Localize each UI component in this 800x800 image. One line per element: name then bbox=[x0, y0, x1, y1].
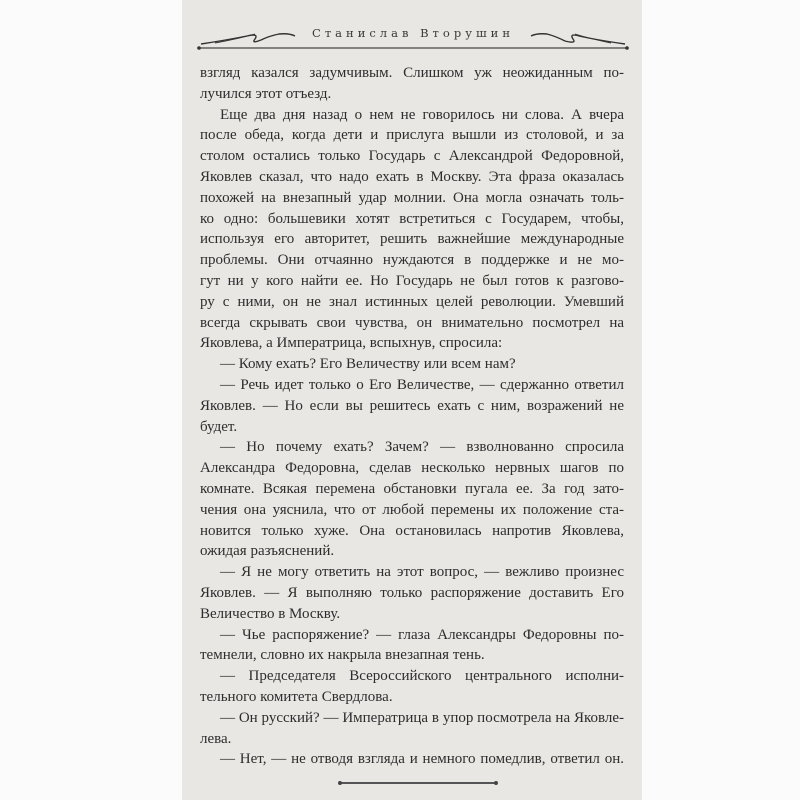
book-page bbox=[182, 0, 642, 800]
running-title: Станислав Вторушин bbox=[312, 26, 514, 40]
text-line: темнели, словно их накрыла внезапная тень. bbox=[200, 647, 485, 664]
text-line: — Чье распоряжение? — глаза Александры Федоровны по- bbox=[220, 626, 624, 643]
paragraph bbox=[200, 105, 624, 355]
paragraph bbox=[200, 375, 624, 437]
paragraph bbox=[200, 625, 624, 667]
text-line: — Речь идет только о Его Величестве, — сдержанно ответил bbox=[220, 376, 624, 393]
text-line: — Кому ехать? Его Величеству или всем нам? bbox=[220, 356, 516, 373]
paragraph bbox=[200, 63, 624, 105]
paragraph bbox=[200, 354, 624, 375]
footer-rule bbox=[340, 782, 496, 784]
paragraph bbox=[200, 749, 624, 770]
text-line: — Я не могу ответить на этот вопрос, — вежливо произнес bbox=[220, 564, 624, 581]
text-line: Яковлев. — Но если вы решитесь ехать с ним, возражений не bbox=[200, 397, 624, 414]
text-line: лева. bbox=[200, 730, 232, 747]
text-line: после обеда, когда дети и прислуга вышли из столовой, и за bbox=[200, 127, 624, 144]
text-line: лучился этот отъезд. bbox=[200, 85, 332, 102]
text-line: ко одно: большевики хотят встретиться с Государем, чтобы, bbox=[200, 210, 624, 227]
text-line: всегда скрывать свои чувства, он внимательно посмотрел на bbox=[200, 314, 624, 331]
body-text bbox=[200, 63, 624, 770]
text-line: комнате. Всякая перемена обстановки пугала ее. За год зато- bbox=[200, 480, 624, 497]
text-line: — Нет, — не отводя взгляда и немного помедлив, ответил он. bbox=[220, 751, 624, 768]
text-line: похожей на внезапный удар молнии. Она могла означать толь- bbox=[200, 189, 624, 206]
text-line: Еще два дня назад о нем не говорилось ни слова. А вчера bbox=[220, 106, 624, 123]
text-line: столом остались только Государь с Александрой Федоровной, bbox=[200, 148, 624, 165]
text-line: взгляд казался задумчивым. Слишком уж неожиданным по- bbox=[200, 65, 624, 81]
text-line: используя его авторитет, решить важнейшие международные bbox=[200, 231, 624, 248]
text-line: ру с ними, он не знал истинных целей революции. Умевший bbox=[200, 293, 624, 310]
text-line: — Он русский? — Императрица в упор посмотрела на Яковле- bbox=[220, 709, 624, 726]
text-line: — Председателя Всероссийского центрального исполни- bbox=[220, 668, 624, 685]
running-header bbox=[197, 22, 629, 52]
text-line: новится только хуже. Она остановилась напротив Яковлева, bbox=[200, 522, 624, 539]
text-line: — Но почему ехать? Зачем? — взволнованно спросила bbox=[220, 439, 624, 456]
text-line: проблемы. Они отчаянно нуждаются в поддержке и не мо- bbox=[200, 252, 624, 269]
text-line: чения она уяснила, что от любой перемены их положение ста- bbox=[200, 501, 624, 518]
text-line: ожидая разъяснений. bbox=[200, 543, 335, 560]
paragraph bbox=[200, 437, 624, 562]
paragraph bbox=[200, 666, 624, 708]
text-line: гут ни у кого найти ее. Но Государь не был готов к разгово- bbox=[200, 272, 624, 289]
text-line: Яковлев. — Я выполняю только распоряжение доставить Его bbox=[200, 584, 624, 601]
text-line: Яковлева, а Императрица, вспыхнув, спросила: bbox=[200, 335, 503, 352]
paragraph bbox=[200, 562, 624, 624]
text-line: Александра Федоровна, сделав несколько нервных шагов по bbox=[200, 460, 624, 477]
text-line: Величество в Москву. bbox=[200, 605, 341, 622]
paragraph bbox=[200, 708, 624, 750]
text-line: тельного комитета Свердлова. bbox=[200, 688, 393, 705]
text-line: будет. bbox=[200, 418, 238, 435]
text-line: Яковлев сказал, что надо ехать в Москву. Эта фраза оказалась bbox=[200, 168, 624, 185]
